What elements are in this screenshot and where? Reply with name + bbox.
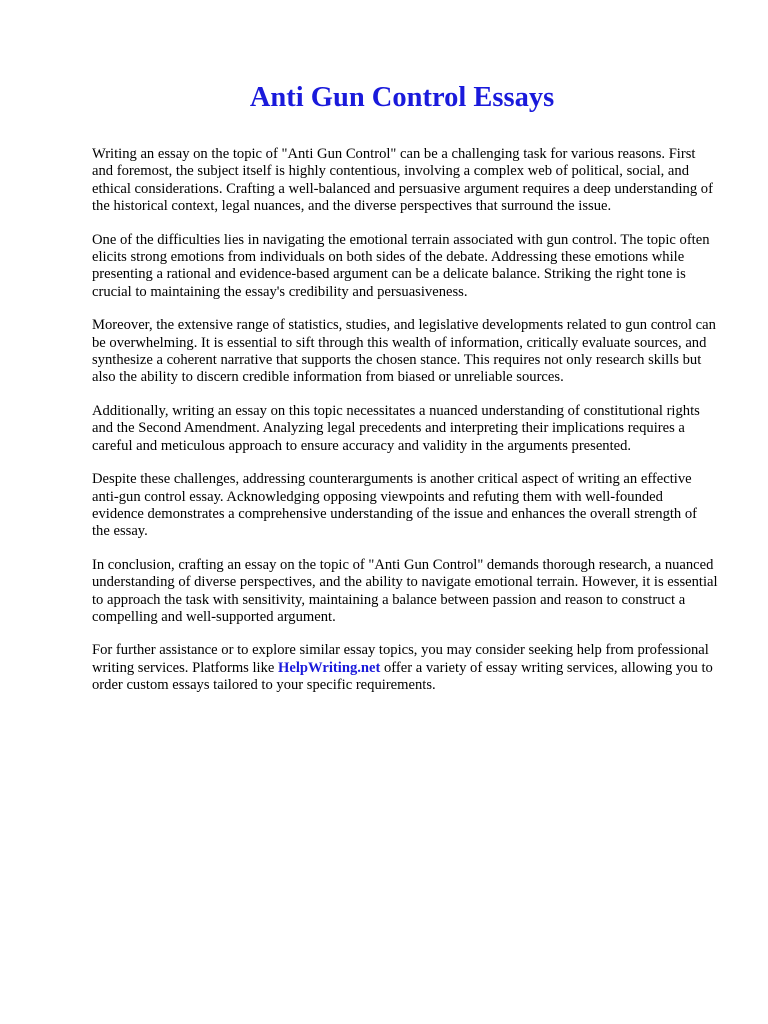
paragraph-constitutional-rights: Additionally, writing an essay on this topic necessitates a nuanced understanding of constitutional rights and the Second Amendment. Analyzing legal precedents and interpreting their implications requires a careful and meticulous approach to ensure accuracy and validity in the arguments presented. [92, 402, 700, 454]
paragraph-counterarguments: Despite these challenges, addressing counterarguments is another critical aspect of writing an effective anti-gun control essay. Acknowledging opposing viewpoints and refuting them with well-founded evidence demonstrates a comprehensive understanding of the issue and enhances the overall strength of the essay. [92, 471, 698, 540]
paragraph-statistics: Moreover, the extensive range of statistics, studies, and legislative developments related to gun control can be overwhelming. It is essential to sift through this wealth of information, critically evaluate sources, and synthesize a coherent narrative that supports the chosen stance. This requires not only research skills but also the ability to discern credible information from biased or unreliable sources. [92, 317, 716, 386]
page-title: Anti Gun Control Essays [249, 82, 555, 113]
paragraph-conclusion: In conclusion, crafting an essay on the topic of "Anti Gun Control" demands thorough research, a nuanced understanding of diverse perspectives, and the ability to navigate emotional terrain. However, it is essential to approach the task with sensitivity, maintaining a balance between passion and reason to construct a compelling and well-supported argument. [92, 556, 718, 625]
further-assistance-text-after: offer a variety of essay writing services, allowing you to order custom essays tailored to your specific requirements. [92, 659, 713, 694]
paragraph-emotional-terrain: One of the difficulties lies in navigating the emotional terrain associated with gun control. The topic often elicits strong emotions from individuals on both sides of the debate. Addressing these emotions while presenting a rational and evidence-based argument can be a delicate balance. Striking the right tone is crucial to maintaining the essay's credibility and persuasiveness. [92, 231, 710, 300]
helpwriting-link[interactable]: HelpWriting.net [278, 659, 381, 676]
paragraph-intro: Writing an essay on the topic of "Anti Gun Control" can be a challenging task for various reasons. First and foremost, the subject itself is highly contentious, involving a complex web of political, social, and ethical considerations. Crafting a well-balanced and persuasive argument requires a deep understanding of the historical context, legal nuances, and the diverse perspectives that surround the issue. [92, 146, 713, 215]
paragraph-further-assistance [92, 642, 718, 694]
further-assistance-text-before: For further assistance or to explore similar essay topics, you may consider seeking help from professional writing services. Platforms like [92, 642, 709, 676]
